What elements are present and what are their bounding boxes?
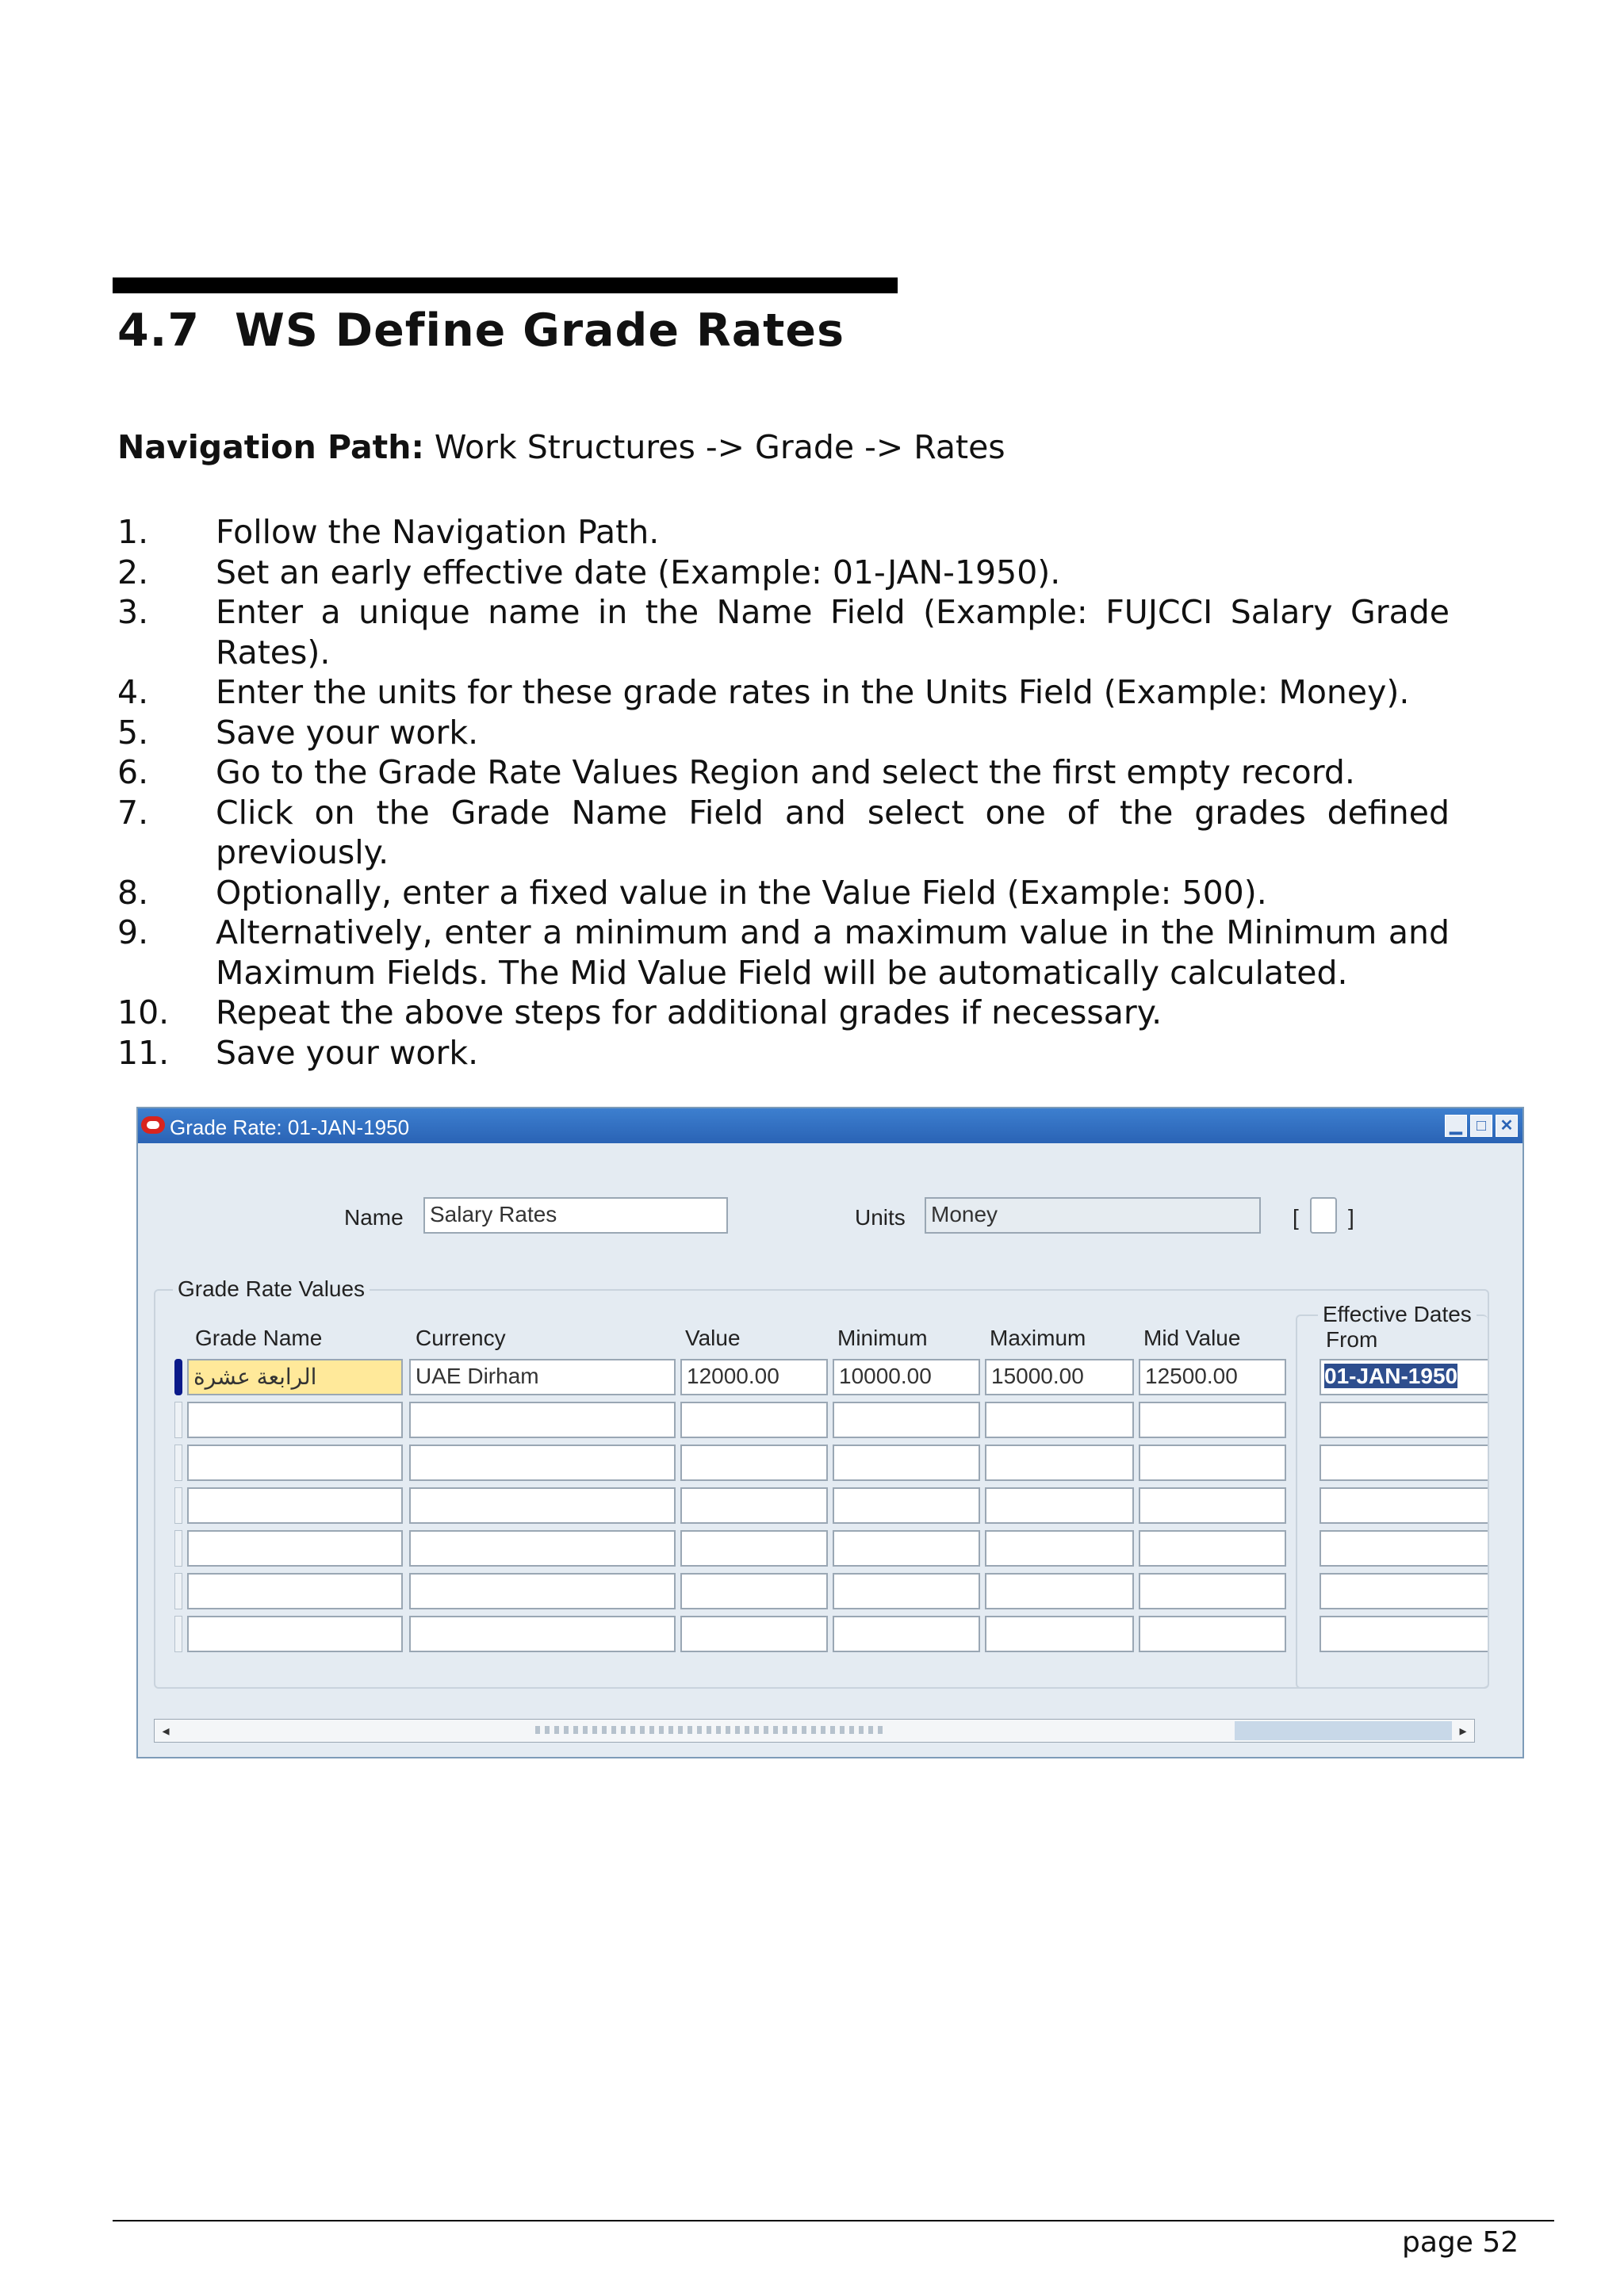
empty-cell[interactable]: [680, 1573, 828, 1609]
step-item: [117, 672, 1450, 713]
empty-cell[interactable]: [187, 1402, 403, 1438]
oracle-logo-icon: [141, 1116, 165, 1134]
empty-cell[interactable]: [409, 1487, 676, 1524]
record-indicator[interactable]: [174, 1573, 182, 1609]
units-label: Units: [855, 1205, 906, 1230]
empty-cell[interactable]: [187, 1616, 403, 1652]
empty-cell[interactable]: [1320, 1573, 1488, 1609]
empty-cell[interactable]: [1320, 1445, 1488, 1481]
record-indicator[interactable]: [174, 1402, 182, 1438]
navigation-label: Navigation Path:: [117, 428, 424, 466]
step-item: [117, 993, 1450, 1033]
empty-cell[interactable]: [985, 1573, 1134, 1609]
col-value: Value: [685, 1326, 741, 1350]
record-indicator[interactable]: [174, 1487, 182, 1524]
descriptive-flexfield[interactable]: [1310, 1197, 1337, 1234]
empty-cell[interactable]: [1320, 1616, 1488, 1652]
page-number: page 52: [1402, 2226, 1519, 2259]
step-item: [117, 553, 1450, 593]
step-item: [117, 793, 1450, 873]
value-cell[interactable]: 12000.00: [680, 1359, 828, 1395]
window-controls: [1445, 1115, 1518, 1137]
name-label: Name: [344, 1205, 404, 1230]
empty-cell[interactable]: [1139, 1530, 1286, 1567]
step-number: 3.: [117, 593, 149, 631]
effective-from-cell[interactable]: [1320, 1359, 1488, 1395]
effective-from-value: 01-JAN-1950: [1324, 1364, 1458, 1388]
empty-cell[interactable]: [680, 1616, 828, 1652]
record-indicator[interactable]: [174, 1445, 182, 1481]
step-number: 10.: [117, 993, 170, 1031]
empty-cell[interactable]: [680, 1402, 828, 1438]
currency-cell[interactable]: UAE Dirham: [409, 1359, 676, 1395]
col-mid-value: Mid Value: [1143, 1326, 1241, 1350]
footer-rule: [113, 2220, 1554, 2221]
empty-cell[interactable]: [409, 1573, 676, 1609]
maximize-icon[interactable]: □: [1470, 1115, 1492, 1137]
step-text: Optionally, enter a fixed value in the Value Field (Example: 500).: [216, 873, 1267, 912]
grade-rate-values-title: Grade Rate Values: [173, 1276, 370, 1302]
empty-cell[interactable]: [1139, 1616, 1286, 1652]
current-record-indicator[interactable]: [174, 1359, 182, 1395]
step-item: [117, 592, 1450, 672]
empty-cell[interactable]: [409, 1616, 676, 1652]
step-text: Follow the Navigation Path.: [216, 513, 660, 551]
empty-cell[interactable]: [1320, 1487, 1488, 1524]
empty-cell[interactable]: [1320, 1402, 1488, 1438]
empty-cell[interactable]: [680, 1487, 828, 1524]
step-item: [117, 713, 1450, 753]
grade-rate-window: [136, 1107, 1524, 1758]
scroll-grip: [535, 1726, 884, 1734]
step-text: Save your work.: [216, 1033, 479, 1072]
empty-cell[interactable]: [833, 1487, 980, 1524]
step-number: 2.: [117, 553, 149, 591]
empty-cell[interactable]: [187, 1573, 403, 1609]
step-item: [117, 873, 1450, 913]
section-heading: [117, 304, 845, 357]
flex-close-bracket: ]: [1348, 1205, 1354, 1230]
empty-cell[interactable]: [187, 1445, 403, 1481]
section-number: 4.7: [117, 304, 200, 357]
step-number: 11.: [117, 1033, 170, 1072]
step-number: 4.: [117, 673, 149, 711]
empty-cell[interactable]: [409, 1402, 676, 1438]
empty-cell[interactable]: [680, 1530, 828, 1567]
step-item: [117, 913, 1450, 993]
step-item: [117, 512, 1450, 553]
step-number: 8.: [117, 873, 149, 912]
minimize-icon[interactable]: ▁: [1445, 1115, 1467, 1137]
empty-cell[interactable]: [833, 1445, 980, 1481]
empty-cell[interactable]: [1139, 1402, 1286, 1438]
step-text: Save your work.: [216, 713, 479, 752]
empty-cell[interactable]: [833, 1530, 980, 1567]
mid-value-cell[interactable]: 12500.00: [1139, 1359, 1286, 1395]
empty-cell[interactable]: [187, 1487, 403, 1524]
scroll-left-icon[interactable]: ◂: [162, 1723, 170, 1739]
effective-dates-title: Effective Dates: [1318, 1302, 1477, 1327]
navigation-path: [117, 428, 1005, 466]
record-indicator[interactable]: [174, 1616, 182, 1652]
col-grade-name: Grade Name: [195, 1326, 323, 1350]
empty-cell[interactable]: [187, 1530, 403, 1567]
empty-cell[interactable]: [833, 1402, 980, 1438]
horizontal-scrollbar[interactable]: [154, 1719, 1475, 1743]
step-list: [117, 512, 1450, 1073]
step-text: Repeat the above steps for additional grades if necessary.: [216, 993, 1162, 1031]
empty-cell[interactable]: [1139, 1573, 1286, 1609]
flex-open-bracket: [: [1293, 1205, 1299, 1230]
step-text: Go to the Grade Rate Values Region and select the first empty record.: [216, 753, 1355, 791]
step-number: 1.: [117, 513, 149, 551]
close-icon[interactable]: ✕: [1496, 1115, 1518, 1137]
maximum-cell[interactable]: 15000.00: [985, 1359, 1134, 1395]
col-from: From: [1326, 1327, 1378, 1352]
window-titlebar[interactable]: [138, 1108, 1522, 1143]
minimum-cell[interactable]: 10000.00: [833, 1359, 980, 1395]
empty-cell[interactable]: [985, 1402, 1134, 1438]
window-title: Grade Rate: 01-JAN-1950: [170, 1115, 410, 1139]
grade-name-cell[interactable]: الرابعة عشرة: [187, 1359, 403, 1395]
empty-cell[interactable]: [833, 1573, 980, 1609]
step-number: 5.: [117, 713, 149, 752]
step-item: [117, 752, 1450, 793]
empty-cell[interactable]: [680, 1445, 828, 1481]
step-text: Set an early effective date (Example: 01-JAN-1950).: [216, 553, 1061, 591]
empty-cell[interactable]: [985, 1530, 1134, 1567]
step-number: 9.: [117, 913, 149, 951]
scroll-thumb[interactable]: [1235, 1721, 1452, 1740]
step-text: Enter a unique name in the Name Field (Example: FUJCCI Salary Grade Rates).: [216, 593, 1450, 672]
col-minimum: Minimum: [837, 1326, 928, 1350]
step-number: 7.: [117, 793, 149, 832]
record-indicator[interactable]: [174, 1530, 182, 1567]
empty-cell[interactable]: [1139, 1445, 1286, 1481]
step-item: [117, 1033, 1450, 1073]
step-number: 6.: [117, 753, 149, 791]
name-field[interactable]: Salary Rates: [423, 1197, 728, 1234]
navigation-value: Work Structures -> Grade -> Rates: [434, 428, 1005, 466]
step-text: Alternatively, enter a minimum and a maximum value in the Minimum and Maximum Fields. The Mid Value Field will be automatically calculated.: [216, 913, 1450, 992]
empty-cell[interactable]: [985, 1487, 1134, 1524]
empty-cell[interactable]: [1320, 1530, 1488, 1567]
empty-cell[interactable]: [1139, 1487, 1286, 1524]
section-title: WS Define Grade Rates: [235, 304, 845, 357]
empty-cell[interactable]: [409, 1445, 676, 1481]
empty-cell[interactable]: [833, 1616, 980, 1652]
empty-cell[interactable]: [409, 1530, 676, 1567]
scroll-right-icon[interactable]: ▸: [1459, 1723, 1467, 1739]
step-text: Click on the Grade Name Field and select one of the grades defined previously.: [216, 793, 1450, 871]
empty-cell[interactable]: [985, 1616, 1134, 1652]
section-rule: [113, 277, 898, 293]
empty-cell[interactable]: [985, 1445, 1134, 1481]
units-field[interactable]: Money: [925, 1197, 1261, 1234]
col-maximum: Maximum: [990, 1326, 1086, 1350]
step-text: Enter the units for these grade rates in the Units Field (Example: Money).: [216, 673, 1410, 711]
col-currency: Currency: [416, 1326, 506, 1350]
